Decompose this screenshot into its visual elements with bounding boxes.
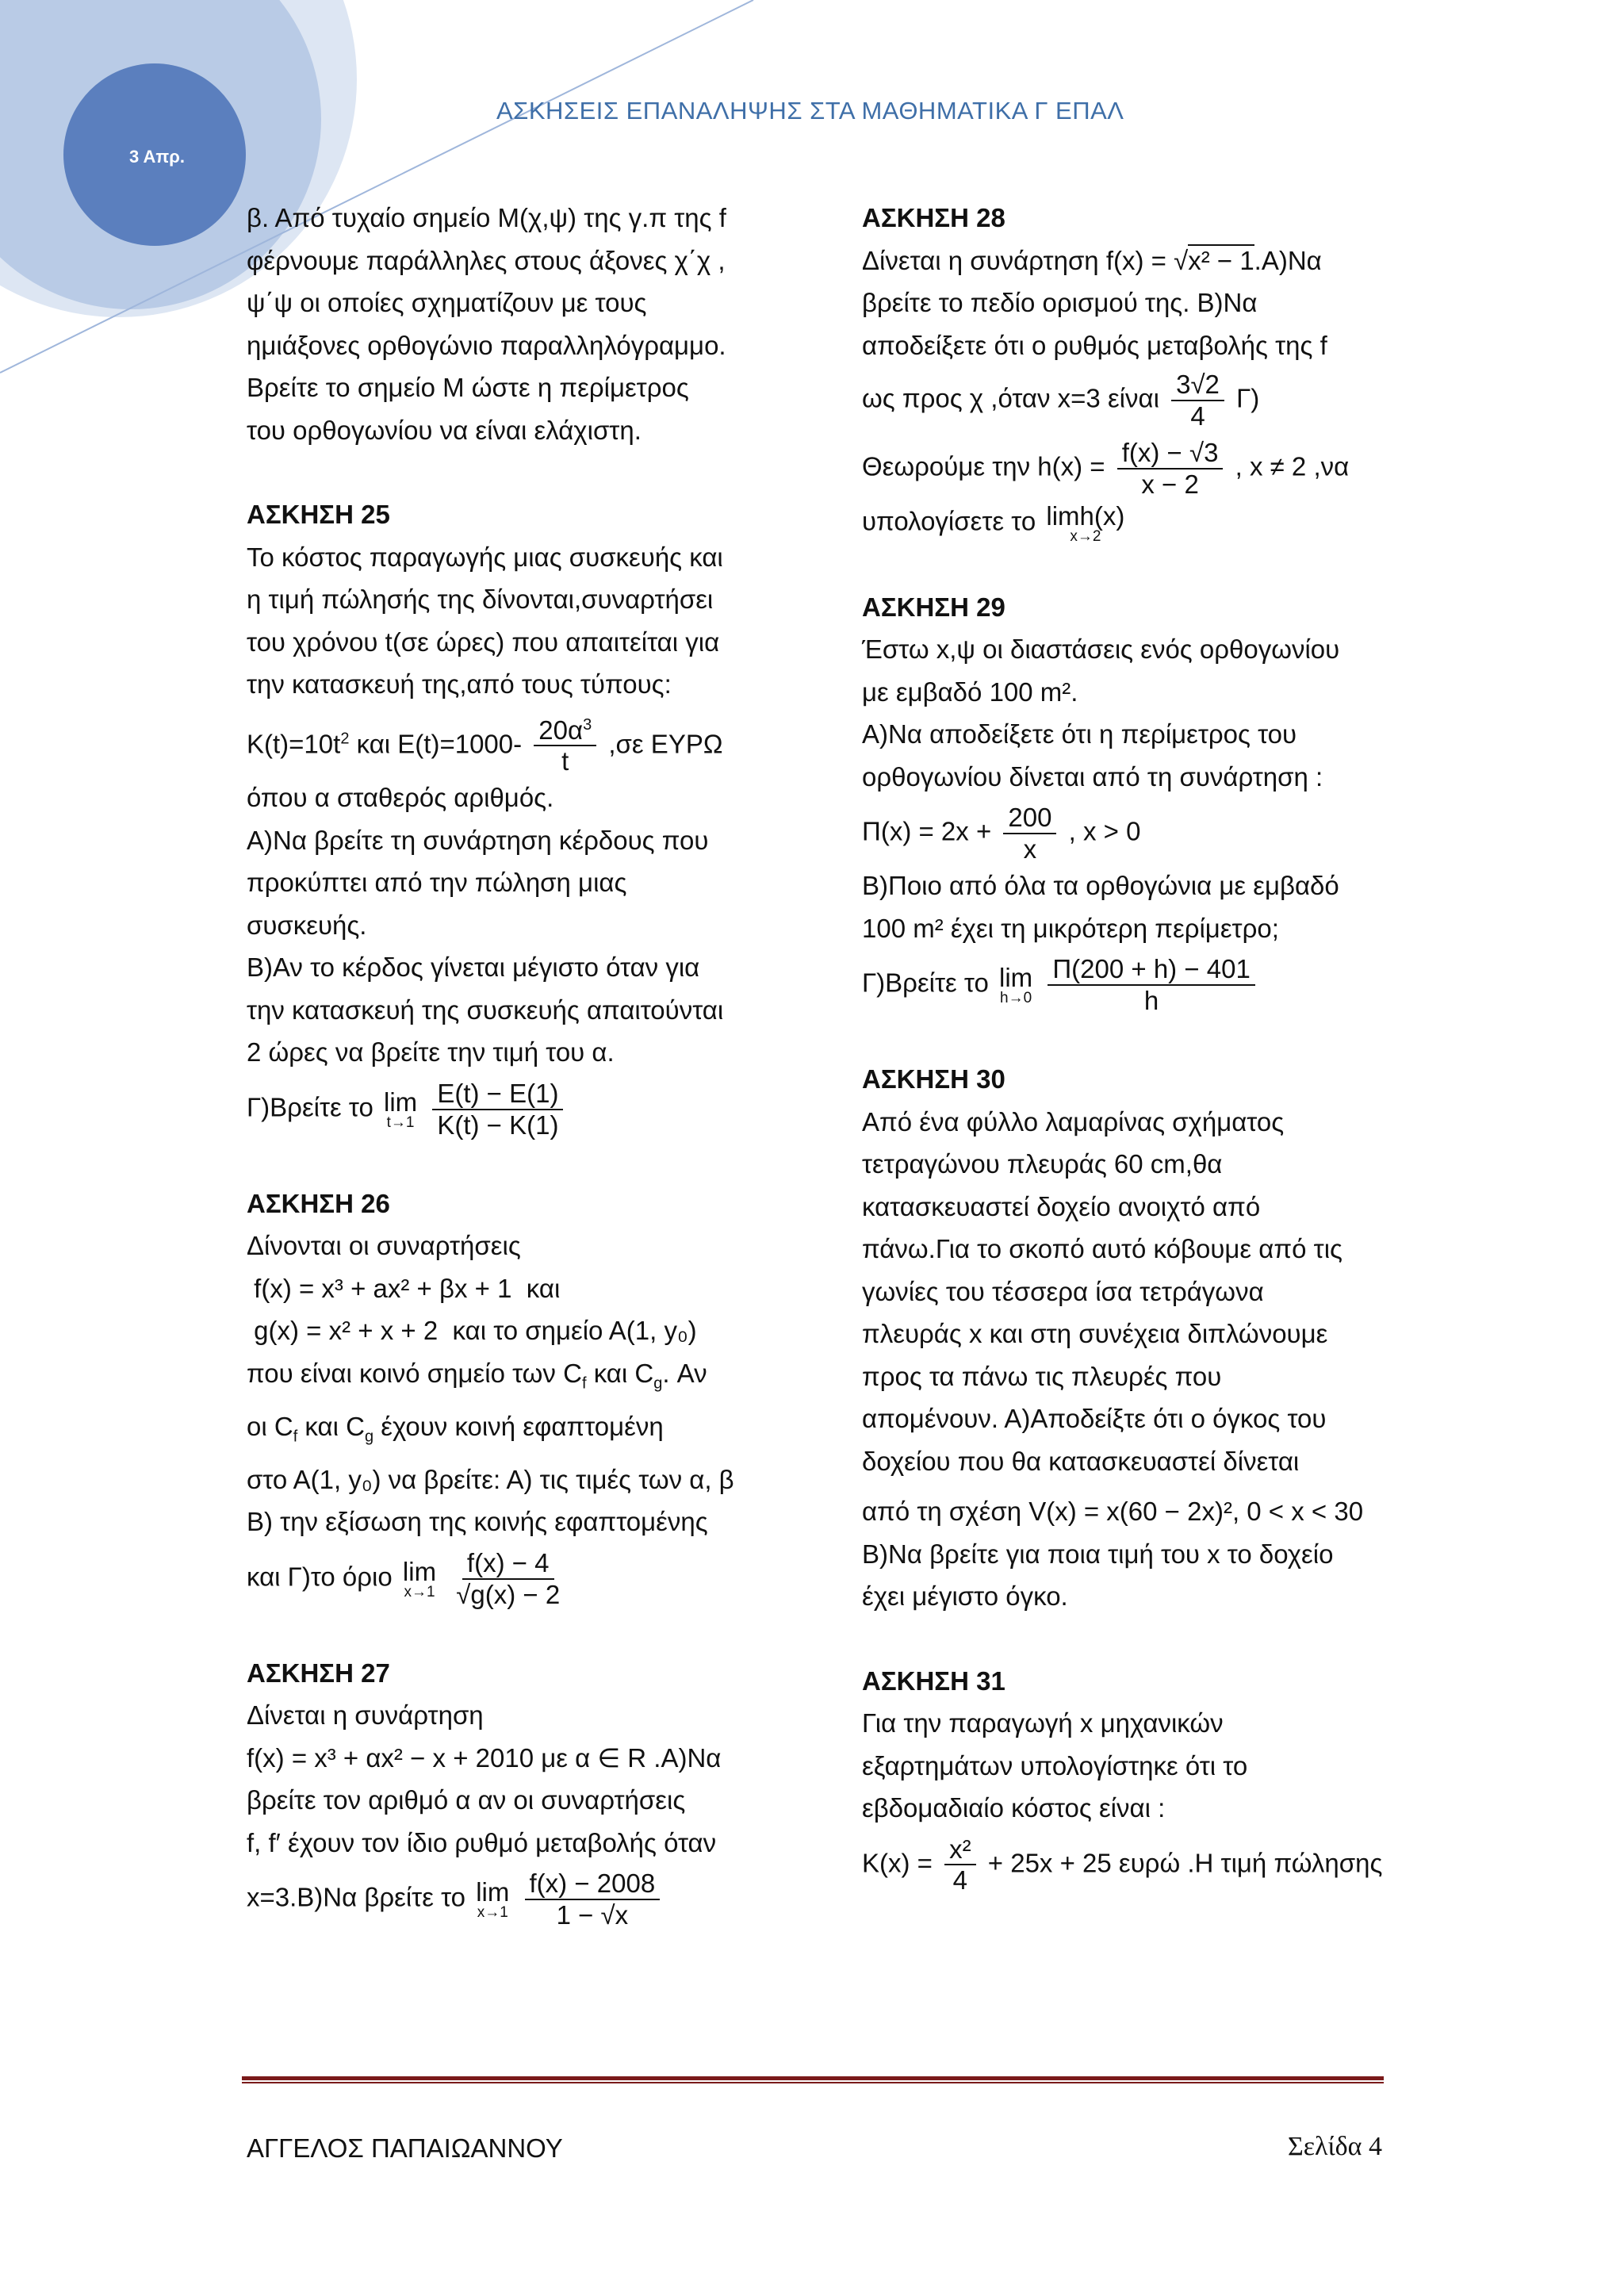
limit-line: x=3.Β)Να βρείτε το lim x→1 $\frac{f(x) - 2008}{1 - √x}$ bbox=[247, 1869, 810, 1930]
text-line: συσκευής. bbox=[247, 910, 367, 940]
limit-line: και Γ)το όριο lim x→1 $\frac{f(x) - 4}{√g(x) - 2}$ bbox=[247, 1547, 561, 1609]
text-line: ημιάξονες ορθογώνιο παραλληλόγραμμο. bbox=[247, 330, 726, 360]
formula-line: f(x) = x³ + αx² − x + 2010 με α ∈ R .Α)Να bbox=[247, 1742, 722, 1773]
text-line: γωνίες του τέσσερα ίσα τετράγωνα bbox=[862, 1276, 1264, 1306]
text-line: Α)Να βρείτε τη συνάρτηση κέρδους που bbox=[247, 825, 709, 855]
text-line: τετραγώνου πλευράς 60 cm,θα bbox=[862, 1149, 1223, 1179]
left-column bbox=[247, 197, 810, 1930]
text-line: οι $C_f$ και $C_g$ έχουν κοινή εφαπτομένη bbox=[247, 1411, 664, 1446]
footer-author: ΑΓΓΕΛΟΣ ΠΑΠΑΙΩΑΝΝΟΥ bbox=[247, 2133, 563, 2163]
text-line: δοχείου που θα κατασκευαστεί δίνεται bbox=[862, 1446, 1300, 1476]
text-line: βρείτε το πεδίο ορισμού της. Β)Να bbox=[862, 288, 1258, 317]
exercise-title: ΑΣΚΗΣΗ 25 bbox=[247, 500, 390, 529]
text-line: Α)Να αποδείξετε ότι η περίμετρος του bbox=[862, 719, 1297, 749]
text-line: πλευράς x και στη συνέχεια διπλώνουμε bbox=[862, 1319, 1328, 1348]
text-line: Δίνονται οι συναρτήσεις bbox=[247, 1231, 521, 1261]
formula-line: f(x) = x³ + ax² + βx + 1 και bbox=[254, 1273, 561, 1303]
footer-divider bbox=[242, 2076, 1384, 2083]
text-line: εξαρτημάτων υπολογίστηκε ότι το bbox=[862, 1750, 1248, 1780]
formula-line: Π(x) = 2x + $\frac{200}{x}$ , x > 0 bbox=[862, 803, 1141, 864]
text-line: Το κόστος παραγωγής μιας συσκευής και bbox=[247, 542, 723, 572]
text-line: εβδομαδιαίο κόστος είναι : bbox=[862, 1793, 1166, 1823]
text-line: η τιμή πώλησής της δίνονται,συναρτήσει bbox=[247, 585, 714, 614]
text-line: του χρόνου t(σε ώρες) που απαιτείται για bbox=[247, 627, 720, 657]
formula-line: $K(t)=10t^2$ και Ε(t)=1000- $\frac{20\alpha^3}{t}$ ,σε ΕΥΡΩ bbox=[247, 715, 723, 776]
right-column bbox=[862, 197, 1401, 1895]
exercise-title: ΑΣΚΗΣΗ 30 bbox=[862, 1064, 1005, 1094]
text-line: έχει μέγιστο όγκο. bbox=[862, 1581, 1068, 1611]
text-line: με εμβαδό 100 m². bbox=[862, 677, 1078, 707]
text-line: του ορθογωνίου να είναι ελάχιστη. bbox=[247, 415, 642, 445]
limit-line: υπολογίσετε το limh(x) x→2 bbox=[862, 500, 1125, 545]
text-line: Για την παραγωγή x μηχανικών bbox=[862, 1708, 1224, 1738]
text-line: στο Α(1, y₀) να βρείτε: Α) τις τιμές των α, β bbox=[247, 1464, 734, 1494]
text-line: β. Από τυχαίο σημείο Μ(χ,ψ) της γ.π της f bbox=[247, 203, 726, 232]
text-line: Β)Αν το κέρδος γίνεται μέγιστο όταν για bbox=[247, 953, 700, 983]
text-line: αποδείξετε ότι ο ρυθμός μεταβολής της f bbox=[862, 330, 1327, 360]
formula-line: από τη σχέση V(x) = x(60 − 2x)², 0 < x < 30 bbox=[862, 1497, 1364, 1526]
text-line: 2 ώρες να βρείτε την τιμή του α. bbox=[247, 1037, 615, 1068]
text-line: όπου α σταθερός αριθμός. bbox=[247, 783, 554, 813]
text-line: κατασκευαστεί δοχείο ανοιχτό από bbox=[862, 1191, 1261, 1221]
text-line: ορθογωνίου δίνεται από τη συνάρτηση : bbox=[862, 761, 1323, 792]
text-line: βρείτε τον αριθμό α αν οι συναρτήσεις bbox=[247, 1785, 686, 1815]
header-date: 3 Απρ. bbox=[129, 147, 185, 167]
exercise-title: ΑΣΚΗΣΗ 27 bbox=[247, 1658, 390, 1688]
text-line: την κατασκευή της,από τους τύπους: bbox=[247, 669, 672, 699]
text-line: Βρείτε το σημείο Μ ώστε η περίμετρος bbox=[247, 373, 689, 402]
text-line: Από ένα φύλλο λαμαρίνας σχήματος bbox=[862, 1106, 1285, 1137]
text-line: προς τα πάνω τις πλευρές που bbox=[862, 1361, 1222, 1391]
text-line: Β)Να βρείτε για ποια τιμή του x το δοχείο bbox=[862, 1539, 1334, 1569]
text-line: Έστω x,ψ οι διαστάσεις ενός ορθογωνίου bbox=[862, 634, 1340, 665]
formula-line: Θεωρούμε την h(x) = $\frac{f(x) - √3}{x - 2}$ , x ≠ 2 ,να bbox=[862, 437, 1350, 499]
text-line: Β) την εξίσωση της κοινής εφαπτομένης bbox=[247, 1507, 708, 1537]
text-line: φέρνουμε παράλληλες στους άξονες χ΄χ , bbox=[247, 245, 726, 275]
formula-line: Δίνεται η συνάρτηση f(x) = √x² − 1.Α)Να bbox=[862, 245, 1322, 275]
footer-page-number: Σελίδα 4 bbox=[1287, 2132, 1382, 2161]
text-line: πάνω.Για το σκοπό αυτό κόβουμε από τις bbox=[862, 1234, 1342, 1263]
limit-line: Γ)Βρείτε το lim h→0 $\frac{\Pi(200 + h) - 401}{h}$ bbox=[862, 954, 1401, 1016]
formula-line: Κ(x) = $\frac{\text{x²}}{4}$ + 25x + 25 ευρώ .Η τιμή πώλησης bbox=[862, 1834, 1383, 1895]
exercise-title: ΑΣΚΗΣΗ 28 bbox=[862, 203, 1005, 232]
formula-line: ως προς χ ,όταν x=3 είναι $\frac{3√2}{4}$ Γ) bbox=[862, 370, 1260, 431]
exercise-title: ΑΣΚΗΣΗ 31 bbox=[862, 1665, 1005, 1696]
formula-line: g(x) = x² + x + 2 και το σημείο Α(1, y₀) bbox=[254, 1316, 697, 1346]
fraction: $\frac{20\alpha^3}{t}$ bbox=[534, 715, 596, 777]
text-line: προκύπτει από την πώληση μιας bbox=[247, 868, 627, 898]
text-line: που είναι κοινό σημείο των $C_f$ και $C_g$. Αν bbox=[247, 1358, 707, 1393]
limit-line: Γ)Βρείτε το lim t→1 $\frac{E(t) - E(1)}{K(t) - K(1)}$ bbox=[247, 1079, 810, 1140]
text-line: Δίνεται η συνάρτηση bbox=[247, 1700, 484, 1731]
text-line: Β)Ποιο από όλα τα ορθογώνια με εμβαδό bbox=[862, 871, 1339, 901]
text-line: ψ΄ψ οι οποίες σχηματίζουν με τους bbox=[247, 288, 647, 317]
text-line: f, f′ έχουν τον ίδιο ρυθμό μεταβολής όταν bbox=[247, 1827, 717, 1857]
header-title: ΑΣΚΗΣΕΙΣ ΕΠΑΝΑΛΗΨΗΣ ΣΤΑ ΜΑΘΗΜΑΤΙΚΑ Γ ΕΠΑΛ bbox=[496, 97, 1124, 125]
text-line: 100 m² έχει τη μικρότερη περίμετρο; bbox=[862, 913, 1279, 943]
exercise-title: ΑΣΚΗΣΗ 26 bbox=[247, 1188, 390, 1218]
text-line: απομένουν. Α)Αποδείξτε ότι ο όγκος του bbox=[862, 1404, 1327, 1433]
exercise-title: ΑΣΚΗΣΗ 29 bbox=[862, 592, 1005, 622]
text-line: την κατασκευή της συσκευής απαιτούνται bbox=[247, 995, 724, 1025]
